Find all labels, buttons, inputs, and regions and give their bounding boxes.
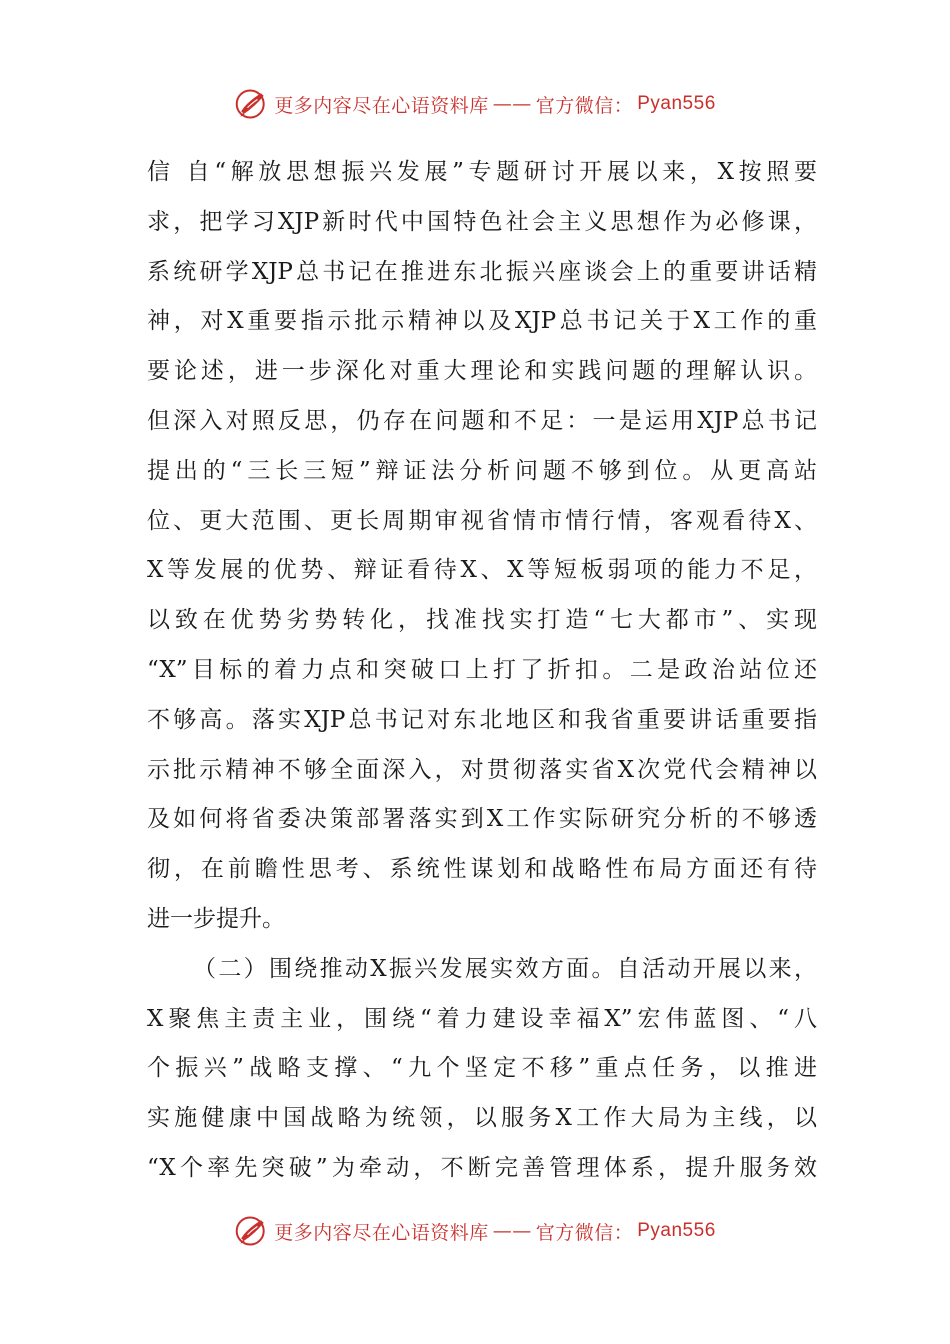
footer-banner [0,1211,950,1251]
footer-site-text: 更多内容尽在心语资料库 [274,1221,489,1244]
text-line: 神，对X重要指示批示精神以及XJP总书记关于X工作的重 [147,308,817,335]
footer-wechat-id: Pyan556 [637,1220,716,1241]
header-banner [0,84,950,124]
header-dash: —— [492,93,532,115]
text-line: X聚焦主责主业，围绕“着力建设幸福X”宏伟蓝图、“八 [147,1005,817,1032]
text-line: 要论述，进一步深化对重大理论和实践问题的理解认识。 [147,358,817,385]
footer-wechat-label: 官方微信： [535,1221,634,1244]
text-line: 以致在优势劣势转化，找准找实打造“七大都市”、实现 [147,607,817,634]
header-wechat-label: 官方微信： [535,94,634,117]
document-body [147,148,817,1194]
header-site-text: 更多内容尽在心语资料库 [274,94,489,117]
text-line: 及如何将省委决策部署落实到X工作实际研究分析的不够透 [147,806,817,833]
text-line: 求，把学习XJP新时代中国特色社会主义思想作为必修课， [147,208,817,235]
text-line: 位、更大范围、更长周期审视省情市情行情，客观看待X、 [147,507,817,534]
text-line: 但深入对照反思，仍存在问题和不足：一是运用XJP总书记 [147,407,817,434]
section-heading-line: （二）围绕推动X振兴发展实效方面。自活动开展以来， [193,955,817,982]
header-wechat-id: Pyan556 [637,93,716,114]
text-line: “X个率先突破”为牵动，不断完善管理体系，提升服务效 [147,1154,817,1181]
footer-dash: —— [492,1220,532,1242]
pen-logo-icon [234,86,270,122]
text-line: “X”目标的着力点和突破口上打了折扣。二是政治站位还 [147,656,817,683]
text-line: 不够高。落实XJP总书记对东北地区和我省重要讲话重要指 [147,706,817,733]
text-line: 彻，在前瞻性思考、系统性谋划和战略性布局方面还有待 [147,856,817,883]
text-line: 示批示精神不够全面深入，对贯彻落实省X次党代会精神以 [147,756,817,783]
text-line: 信 自“解放思想振兴发展”专题研讨开展以来，X按照要 [147,159,817,185]
text-line: 进一步提升。 [147,905,285,932]
text-line: 提出的“三长三短”辩证法分析问题不够到位。从更高站 [147,457,817,484]
pen-logo-icon [234,1213,270,1249]
text-line: X等发展的优势、辩证看待X、X等短板弱项的能力不足， [147,557,817,584]
text-line: 实施健康中国战略为统领，以服务X工作大局为主线，以 [147,1105,817,1132]
text-line: 系统研学XJP总书记在推进东北振兴座谈会上的重要讲话精 [147,258,817,285]
text-line: 个振兴”战略支撑、“九个坚定不移”重点任务，以推进 [147,1055,817,1082]
